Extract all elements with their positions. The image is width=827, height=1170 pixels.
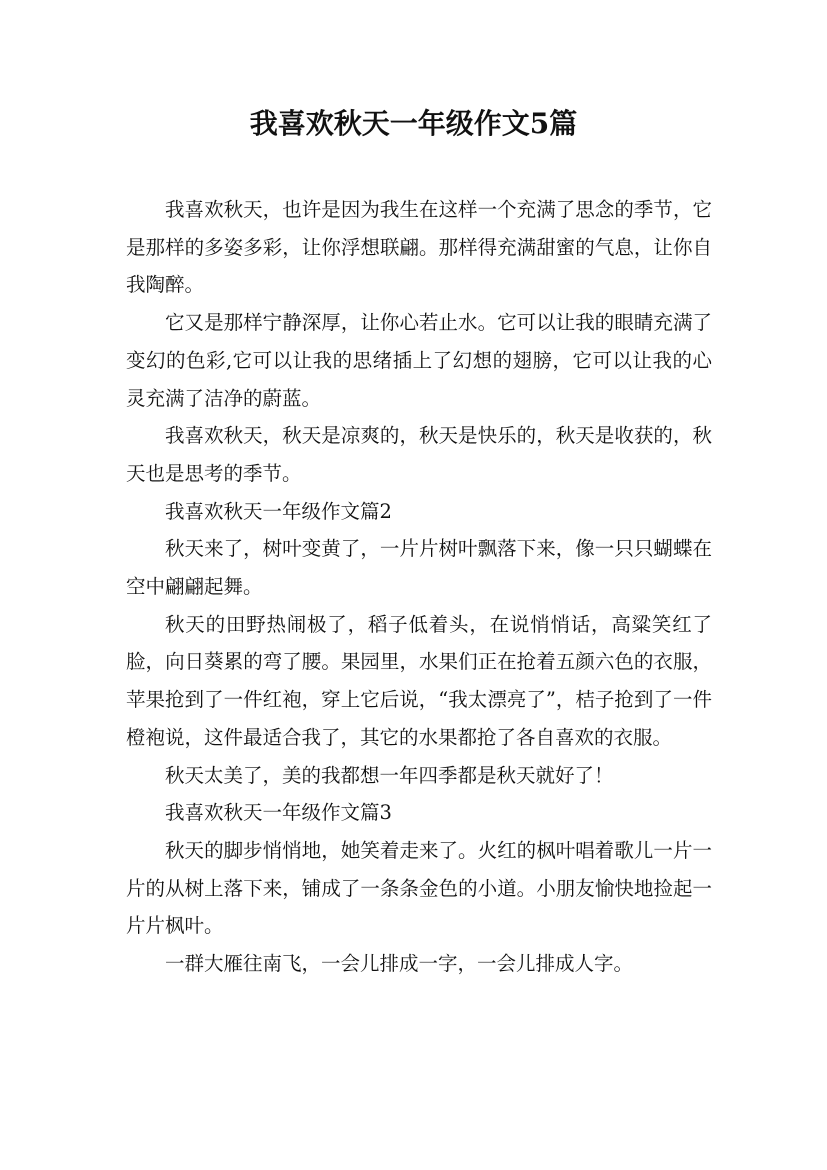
paragraph-4: 秋天来了，树叶变黄了，一片片树叶飘落下来，像一只只蝴蝶在空中翩翩起舞。 [126, 537, 712, 599]
paragraph-5: 秋天的田野热闹极了，稻子低着头，在说悄悄话，高粱笑红了脸，向日葵累的弯了腰。果园里，水果们正在抢着五颜六色的衣服，苹果抢到了一件红袍，穿上它后说，“我太漂亮了”，桔子抢到了一件橙袍说，这件最适合我了，其它的水果都抢了各自喜欢的衣服。 [126, 612, 712, 749]
section-heading-2: 我喜欢秋天一年级作文篇2 [165, 499, 392, 523]
paragraph-6: 秋天太美了，美的我都想一年四季都是秋天就好了！ [165, 763, 614, 787]
paragraph-3: 我喜欢秋天，秋天是凉爽的，秋天是快乐的，秋天是收获的，秋天也是思考的季节。 [126, 424, 712, 485]
paragraph-1: 我喜欢秋天，也许是因为我生在这样一个充满了思念的季节，它是那样的多姿多彩，让你浮想联翩。那样得充满甜蜜的气息，让你自我陶醉。 [126, 198, 712, 297]
document-body [126, 191, 712, 983]
paragraph-8: 一群大雁往南飞，一会儿排成一字，一会儿排成人字。 [165, 952, 634, 976]
paragraph-7: 秋天的脚步悄悄地，她笑着走来了。火红的枫叶唱着歌儿一片一片的从树上落下来，铺成了一条条金色的小道。小朋友愉快地捡起一片片枫叶。 [126, 838, 712, 938]
section-heading-3: 我喜欢秋天一年级作文篇3 [165, 801, 392, 825]
paragraph-2: 它又是那样宁静深厚，让你心若止水。它可以让我的眼睛充满了变幻的色彩,它可以让我的思绪插上了幻想的翅膀，它可以让我的心灵充满了洁净的蔚蓝。 [126, 311, 712, 410]
document-title: 我喜欢秋天一年级作文5篇 [249, 107, 578, 140]
